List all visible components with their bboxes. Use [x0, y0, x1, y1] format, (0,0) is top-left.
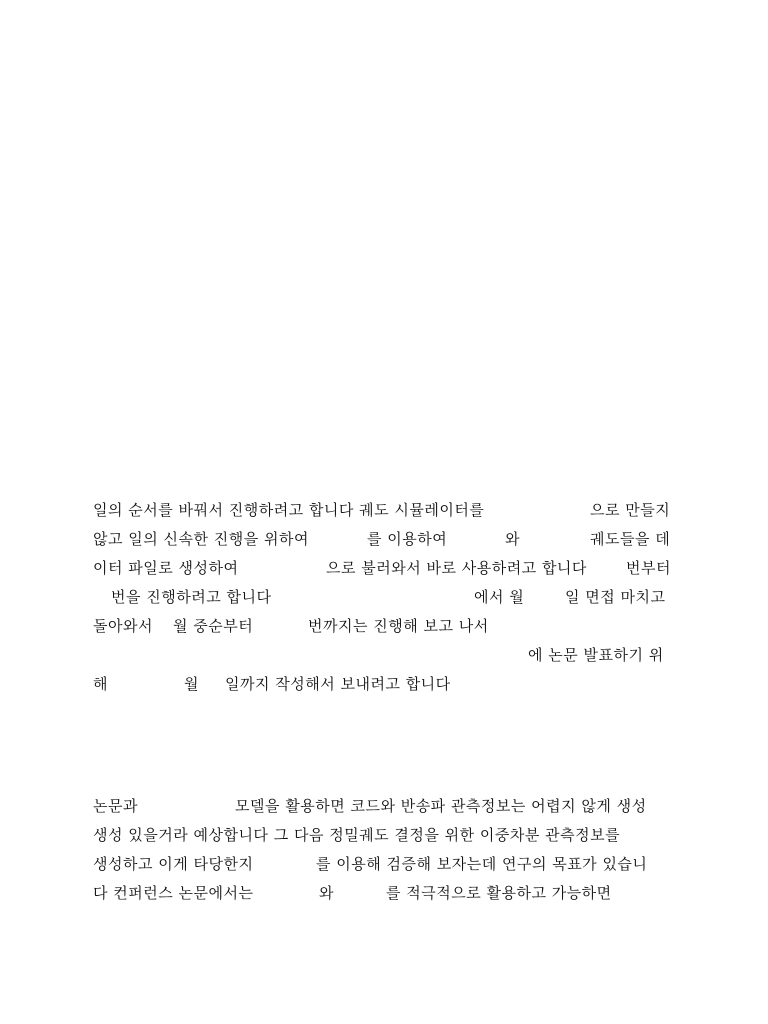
paragraph-research-goal	[93, 796, 678, 912]
text-segment: 와	[319, 884, 334, 902]
text-segment: 생성하고 이게 타당한지	[93, 855, 254, 873]
text-segment: 궤도들을 데	[590, 530, 671, 548]
text-segment: 으로 불러와서 바로 사용하려고 합니다	[326, 559, 587, 577]
text-line	[93, 558, 678, 587]
text-segment: 번부터	[626, 559, 671, 577]
text-segment: 월	[184, 675, 199, 693]
text-segment: 번을 진행하려고 합니다	[111, 588, 272, 606]
text-segment: 를 이용하여	[367, 530, 448, 548]
text-segment: 와	[505, 530, 520, 548]
text-segment: 논문과	[93, 797, 138, 815]
text-line	[93, 500, 678, 529]
text-segment: 으로 만들지	[590, 501, 671, 519]
text-line	[93, 616, 678, 645]
text-line	[93, 825, 678, 854]
text-line	[93, 587, 678, 616]
text-segment: 일 면접 마치고	[565, 588, 666, 606]
text-segment: 일의 순서를 바꿔서 진행하려고 합니다 궤도 시뮬레이터를	[93, 501, 485, 519]
paragraph-schedule	[93, 500, 678, 703]
text-segment: 않고 일의 신속한 진행을 위하여	[93, 530, 309, 548]
text-segment: 생성 있을거라 예상합니다 그 다음 정밀궤도 결정을 위한 이중차분 관측정보를	[93, 826, 621, 844]
text-segment: 에 논문 발표하기 위	[528, 646, 664, 664]
text-segment: 월 중순부터	[173, 617, 254, 635]
text-segment: 를 이용해 검증해 보자는데 연구의 목표가 있습니	[316, 855, 648, 873]
text-line	[93, 645, 678, 674]
text-line	[93, 674, 678, 703]
text-segment: 이터 파일로 생성하여	[93, 559, 239, 577]
text-segment: 돌아와서	[93, 617, 153, 635]
text-segment: 다 컨퍼런스 논문에서는	[93, 884, 254, 902]
text-line	[93, 796, 678, 825]
text-segment: 에서 월	[474, 588, 525, 606]
text-segment: 번까지는 진행해 보고 나서	[308, 617, 489, 635]
text-segment: 모델을 활용하면 코드와 반송파 관측정보는 어렵지 않게 생성	[235, 797, 647, 815]
text-line	[93, 529, 678, 558]
text-line	[93, 854, 678, 883]
text-segment: 해	[93, 675, 108, 693]
text-segment: 를 적극적으로 활용하고 가능하면	[386, 884, 612, 902]
text-line	[93, 883, 678, 912]
text-segment: 일까지 작성해서 보내려고 합니다	[225, 675, 451, 693]
